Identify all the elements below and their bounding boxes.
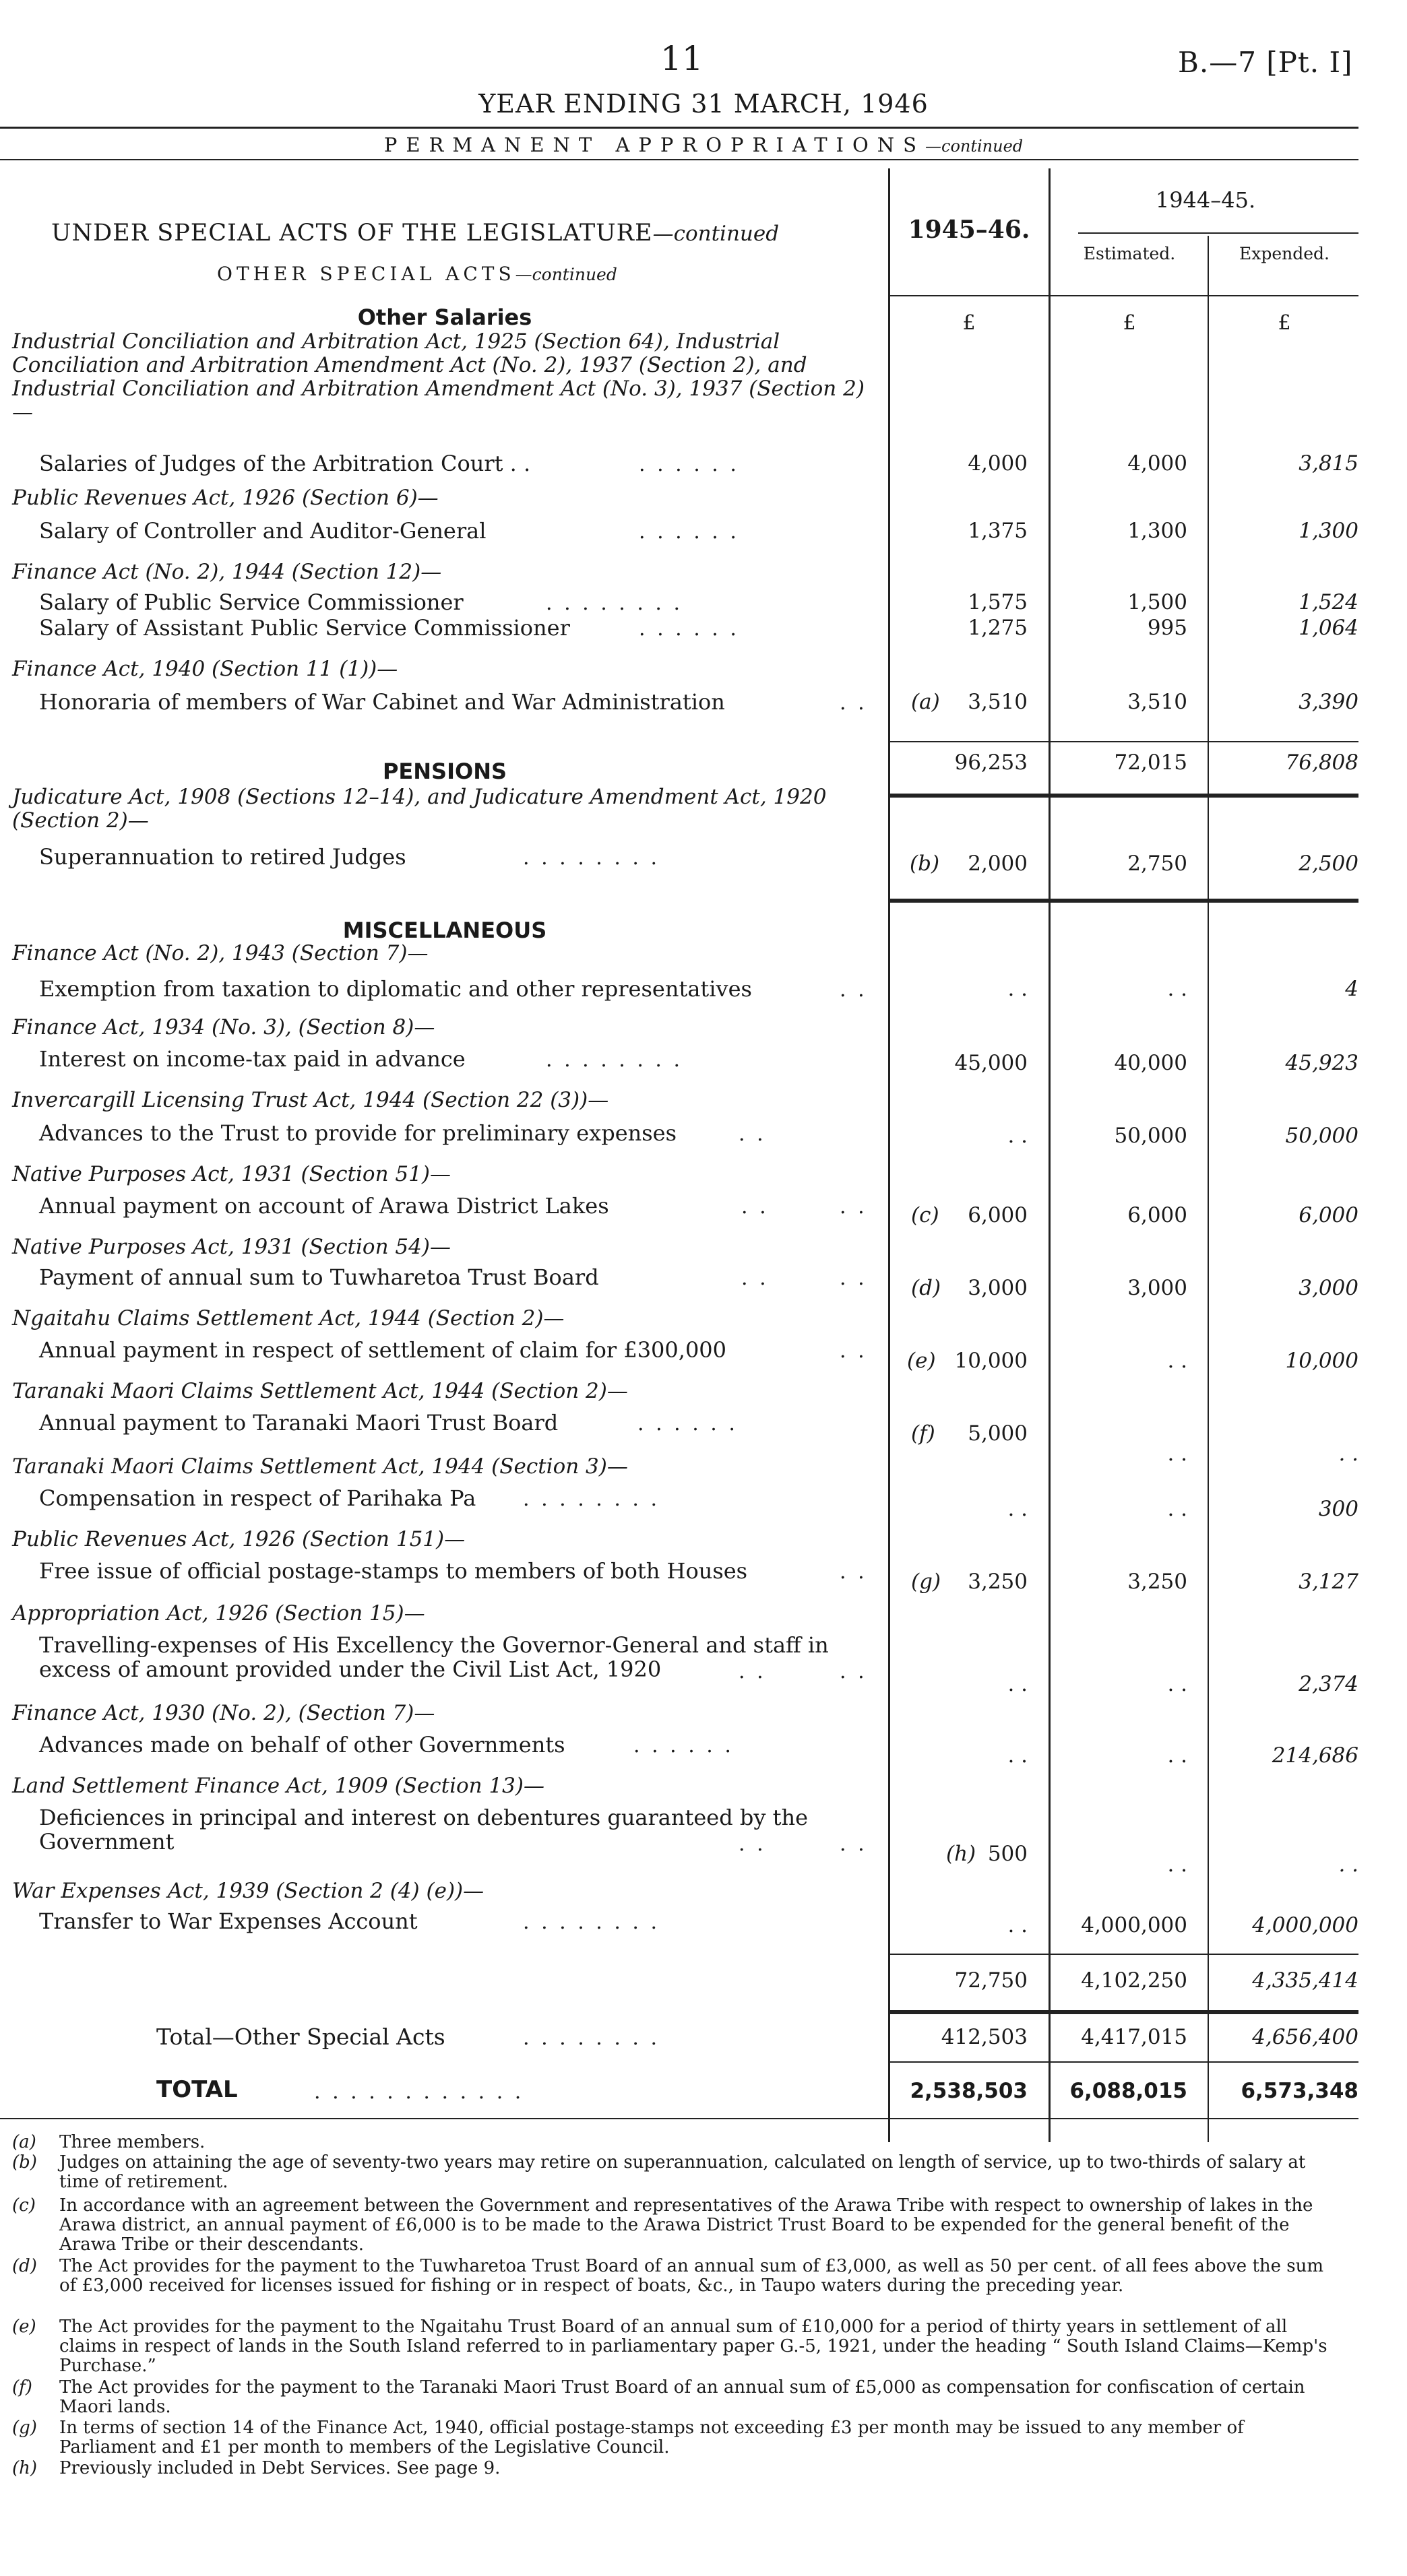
table-subtitle: OTHER SPECIAL ACTS—continued [217,263,617,285]
section-rule [0,159,1358,160]
value-expended: 3,000 [1299,1276,1358,1300]
grand-total-rule [888,2061,1358,2063]
total-other-label: Total—Other Special Acts [156,2024,445,2050]
total-other-expended: 4,656,400 [1252,2025,1358,2049]
value-estimated: 2,750 [1127,851,1187,876]
section-miscellaneous: MISCELLANEOUS [342,917,547,943]
line-item: Annual payment in respect of settlement of claim for £300,000 [39,1337,727,1363]
pension-bottom-rule [888,899,1358,903]
leader-dots: . . [840,1266,867,1290]
value-estimated: 995 [1147,616,1187,640]
footnote: (d) The Act provides for the payment to the Tuwharetoa Trust Board of an annual sum of £3,000, as well as 50 per cent. of all fees above the sum of £3,000 received for licenses issued for fishing or in respect of boats, &c., in Taupo waters during the preceding year. [12,2256,1324,2296]
value-estimated: 3,250 [1127,1570,1187,1594]
leader-dots: . . . . . . . . [523,2026,660,2050]
footnote: (b) Judges on attaining the age of seventy-two years may retire on superannuation, calculated on length of service, up to two-thirds of salary at time of retirement. [12,2152,1306,2192]
line-item: Salaries of Judges of the Arbitration Court . . [39,451,531,476]
subtotal-expended: 4,335,414 [1252,1968,1358,1993]
value-1945: 1,575 [968,590,1028,614]
line-item: Free issue of official postage-stamps to members of both Houses [39,1558,748,1584]
value-1945: 5,000 [968,1421,1028,1446]
line-item: Deficiences in principal and interest on debentures guaranteed by the Government [39,1805,809,1855]
act-citation: Finance Act (No. 2), 1943 (Section 7)— [12,941,429,965]
value-estimated: . . [1167,1743,1187,1768]
leader-dots: . . . . . . . . [546,1048,683,1072]
value-estimated: 6,000 [1127,1203,1187,1227]
line-item: Honoraria of members of War Cabinet and War Administration [39,689,725,715]
leader-dots: . . [840,691,867,715]
leader-dots: . . . . . . [639,453,739,476]
act-citation: Public Revenues Act, 1926 (Section 151)— [12,1527,466,1551]
subtotal-expended: 76,808 [1285,750,1358,775]
value-estimated: 1,300 [1127,519,1187,543]
value-estimated: 3,000 [1127,1276,1187,1300]
value-expended: 4 [1345,977,1358,1001]
value-estimated: . . [1167,1672,1187,1696]
act-citation: Finance Act, 1940 (Section 11 (1))— [12,657,398,681]
leader-dots: . . [840,1560,867,1584]
value-estimated: . . [1167,1497,1187,1521]
footnote-ref: (h) [946,1842,976,1866]
footnote-ref: (f) [911,1421,935,1446]
value-estimated: 4,000 [1127,451,1187,476]
line-item: Exemption from taxation to diplomatic and other representatives [39,976,752,1002]
act-citation: Taranaki Maori Claims Settlement Act, 1944 (Section 2)— [12,1379,628,1403]
currency-1945: £ [962,311,976,335]
act-citation: Public Revenues Act, 1926 (Section 6)— [12,486,439,510]
value-1945: . . [1007,1913,1028,1937]
line-item: Salary of Public Service Commissioner [39,589,464,615]
act-citation: Land Settlement Finance Act, 1909 (Section 13)— [12,1774,545,1798]
act-citation: Invercargill Licensing Trust Act, 1944 (Section 22 (3))— [12,1088,609,1112]
line-item: Advances made on behalf of other Governments [39,1732,565,1758]
currency-estimated: £ [1123,311,1136,335]
misc-subtotal-rule [888,1954,1358,1955]
value-estimated: . . [1167,1349,1187,1373]
footnote: (c) In accordance with an agreement between the Government and representatives of the Arawa Tribe with respect to ownership of lakes in the Arawa district, an annual payment of £6,000 is to be made to the Arawa District Trust Board to be expended for the general benefit of the Arawa Tribe or their descendants. [12,2195,1313,2255]
col-1945-header: 1945–46. [908,216,1030,244]
line-item: Advances to the Trust to provide for preliminary expenses [39,1120,677,1146]
value-1945: . . [1007,1672,1028,1696]
page-number: 11 [660,39,704,78]
subtotal-1945: 72,750 [954,1968,1028,1993]
act-citation: Industrial Conciliation and Arbitration Act, 1925 (Section 64), Industrial Conciliation and Arbitration Amendment Act (No. 2), 1937 (Section 2), and Industrial Conciliation and Arbitration Amendment Act (No. 3), 1937 (Section 2)— [12,329,865,424]
footnote: (a) Three members. [12,2132,206,2152]
value-estimated: 1,500 [1127,590,1187,614]
line-item: Salary of Controller and Auditor-General [39,518,487,544]
value-estimated: . . [1167,1442,1187,1466]
leader-dots: . . . . . . [633,1734,734,1758]
value-expended: 50,000 [1285,1124,1358,1148]
value-1945: 2,000 [968,851,1028,876]
value-1945: 10,000 [954,1349,1028,1373]
header-rule [0,127,1358,129]
leader-dots: . . . . . . [639,617,739,641]
value-1945: 45,000 [954,1051,1028,1075]
act-citation: Finance Act, 1930 (No. 2), (Section 7)— [12,1701,435,1725]
value-expended: 6,000 [1299,1203,1358,1227]
value-expended: 3,127 [1299,1570,1358,1594]
act-citation: Judicature Act, 1908 (Sections 12–14), and Judicature Amendment Act, 1920 (Section 2)— [12,785,827,833]
section-title: PERMANENT APPROPRIATIONS—continued [383,133,1024,156]
value-estimated: 50,000 [1114,1124,1187,1148]
leader-dots: . . . . . . . . [546,591,683,615]
value-1945: 1,275 [968,616,1028,640]
col-header-rule [1078,232,1358,234]
value-1945: . . [1007,1124,1028,1148]
table-bottom-rule [0,2118,1358,2119]
value-1945: . . [1007,1743,1028,1768]
leader-dots: . . [741,1266,769,1290]
leader-dots: . . [840,978,867,1002]
value-1945: 1,375 [968,519,1028,543]
value-expended: 1,300 [1299,519,1358,543]
section-pensions: PENSIONS [382,759,507,784]
footnote: (f) The Act provides for the payment to the Taranaki Maori Trust Board of an annual sum of £5,000 as compensation for confiscation of certain Maori lands. [12,2377,1305,2417]
line-item: Interest on income-tax paid in advance [39,1046,466,1072]
col-header-bottom-rule [888,295,1358,296]
footnote-ref: (a) [911,690,940,714]
line-item: Payment of annual sum to Tuwharetoa Trust Board [39,1264,599,1290]
leader-dots: . . [840,1660,867,1683]
section-other-salaries: Other Salaries [357,304,532,330]
line-item: Compensation in respect of Parihaka Pa [39,1485,476,1511]
footnote-ref: (e) [907,1349,936,1373]
col-estimated-header: Estimated. [1083,244,1176,263]
value-expended: . . [1338,1442,1358,1466]
value-estimated: 3,510 [1127,690,1187,714]
value-expended: 1,064 [1299,616,1358,640]
value-expended: 4,000,000 [1252,1913,1358,1937]
year-title: YEAR ENDING 31 MARCH, 1946 [478,89,929,119]
value-1945: 4,000 [968,451,1028,476]
table-title: UNDER SPECIAL ACTS OF THE LEGISLATURE—continued [51,220,780,247]
act-citation: Appropriation Act, 1926 (Section 15)— [12,1601,425,1625]
value-expended: 2,374 [1299,1672,1358,1696]
line-item: Annual payment on account of Arawa District Lakes [39,1193,609,1219]
act-citation: Finance Act, 1934 (No. 3), (Section 8)— [12,1015,435,1039]
leader-dots: . . . . . . . . [523,1487,660,1511]
leader-dots: . . [739,1832,766,1856]
footnote-ref: (b) [910,851,940,876]
value-expended: 3,390 [1299,690,1358,714]
value-expended: 214,686 [1272,1743,1358,1768]
leader-dots: . . [739,1660,766,1683]
grand-total-label: TOTAL [156,2076,238,2103]
footnote: (g) In terms of section 14 of the Finance Act, 1940, official postage-stamps not exceeding £3 per month may be issued to any member of Parliament and £1 per month to members of the Legislative Council. [12,2418,1244,2457]
act-citation: Ngaitahu Claims Settlement Act, 1944 (Section 2)— [12,1306,565,1330]
act-citation: Native Purposes Act, 1931 (Section 51)— [12,1162,451,1186]
column-rule-1 [888,168,890,2142]
value-1945: 500 [987,1842,1028,1866]
footnote-ref: (d) [911,1276,941,1300]
subtotal-bottom-rule [888,794,1358,798]
footnote: (e) The Act provides for the payment to the Ngaitahu Trust Board of an annual sum of £10,000 for a period of thirty years in settlement of all claims in respect of lands in the South Island referred to in parliamentary paper G.-5, 1921, under the heading “ South Island Claims—Kemp's Purchase.” [12,2317,1327,2376]
value-expended: 3,815 [1299,451,1358,476]
total-other-estimated: 4,417,015 [1081,2025,1187,2049]
value-estimated: . . [1167,977,1187,1001]
value-1945: . . [1007,1497,1028,1521]
act-citation: Taranaki Maori Claims Settlement Act, 1944 (Section 3)— [12,1454,628,1479]
value-expended: 45,923 [1285,1051,1358,1075]
footnote: (h) Previously included in Debt Services. See page 9. [12,2458,501,2478]
grand-total-estimated: 6,088,015 [1069,2079,1187,2103]
leader-dots: . . [840,1339,867,1363]
footnote-ref: (c) [911,1203,939,1227]
leader-dots: . . [739,1122,766,1146]
leader-dots: . . [741,1195,769,1219]
value-expended: 300 [1318,1497,1358,1521]
value-1945: . . [1007,977,1028,1001]
act-citation: Finance Act (No. 2), 1944 (Section 12)— [12,560,442,584]
line-item: Travelling-expenses of His Excellency the Governor-General and staff in excess of amount provided under the Civil List Act, 1920 [39,1632,829,1682]
grand-total-expended: 6,573,348 [1241,2079,1358,2103]
subtotal-rule [888,741,1358,742]
leader-dots: . . . . . . [639,520,739,544]
leader-dots: . . . . . . [637,1412,738,1436]
subtotal-estimated: 4,102,250 [1081,1968,1187,1993]
leader-dots: . . . . . . . . [523,846,660,870]
value-1945: 3,510 [968,690,1028,714]
act-citation: Native Purposes Act, 1931 (Section 54)— [12,1235,451,1259]
column-rule-2 [1049,168,1051,2142]
value-expended: 2,500 [1299,851,1358,876]
value-1945: 6,000 [968,1203,1028,1227]
currency-expended: £ [1278,311,1291,335]
value-1945: 3,250 [968,1570,1028,1594]
subtotal-1945: 96,253 [954,750,1028,775]
grand-total-1945: 2,538,503 [910,2079,1028,2103]
value-expended: 1,524 [1299,590,1358,614]
misc-subtotal-bottom-rule [888,2010,1358,2014]
subtotal-estimated: 72,015 [1114,750,1187,775]
value-estimated: 40,000 [1114,1051,1187,1075]
line-item: Transfer to War Expenses Account [39,1908,418,1934]
col-1944-header: 1944–45. [1155,187,1256,213]
line-item: Salary of Assistant Public Service Commissioner [39,615,570,641]
leader-dots: . . . . . . . . [523,1910,660,1934]
leader-dots: . . [840,1832,867,1856]
line-item: Superannuation to retired Judges [39,844,406,870]
leader-dots: . . . . . . . . . . . . [314,2080,524,2104]
value-estimated: . . [1167,1853,1187,1877]
line-item: Annual payment to Taranaki Maori Trust Board [39,1410,559,1436]
act-citation: War Expenses Act, 1939 (Section 2 (4) (e))— [12,1879,484,1903]
total-other-1945: 412,503 [941,2025,1028,2049]
document-reference: B.—7 [Pt. I] [1178,46,1353,79]
column-rule-3 [1208,236,1209,2142]
col-expended-header: Expended. [1239,244,1330,263]
footnote-ref: (g) [911,1570,941,1594]
value-expended: . . [1338,1853,1358,1877]
value-expended: 10,000 [1285,1349,1358,1373]
value-1945: 3,000 [968,1276,1028,1300]
leader-dots: . . [840,1195,867,1219]
value-estimated: 4,000,000 [1081,1913,1187,1937]
